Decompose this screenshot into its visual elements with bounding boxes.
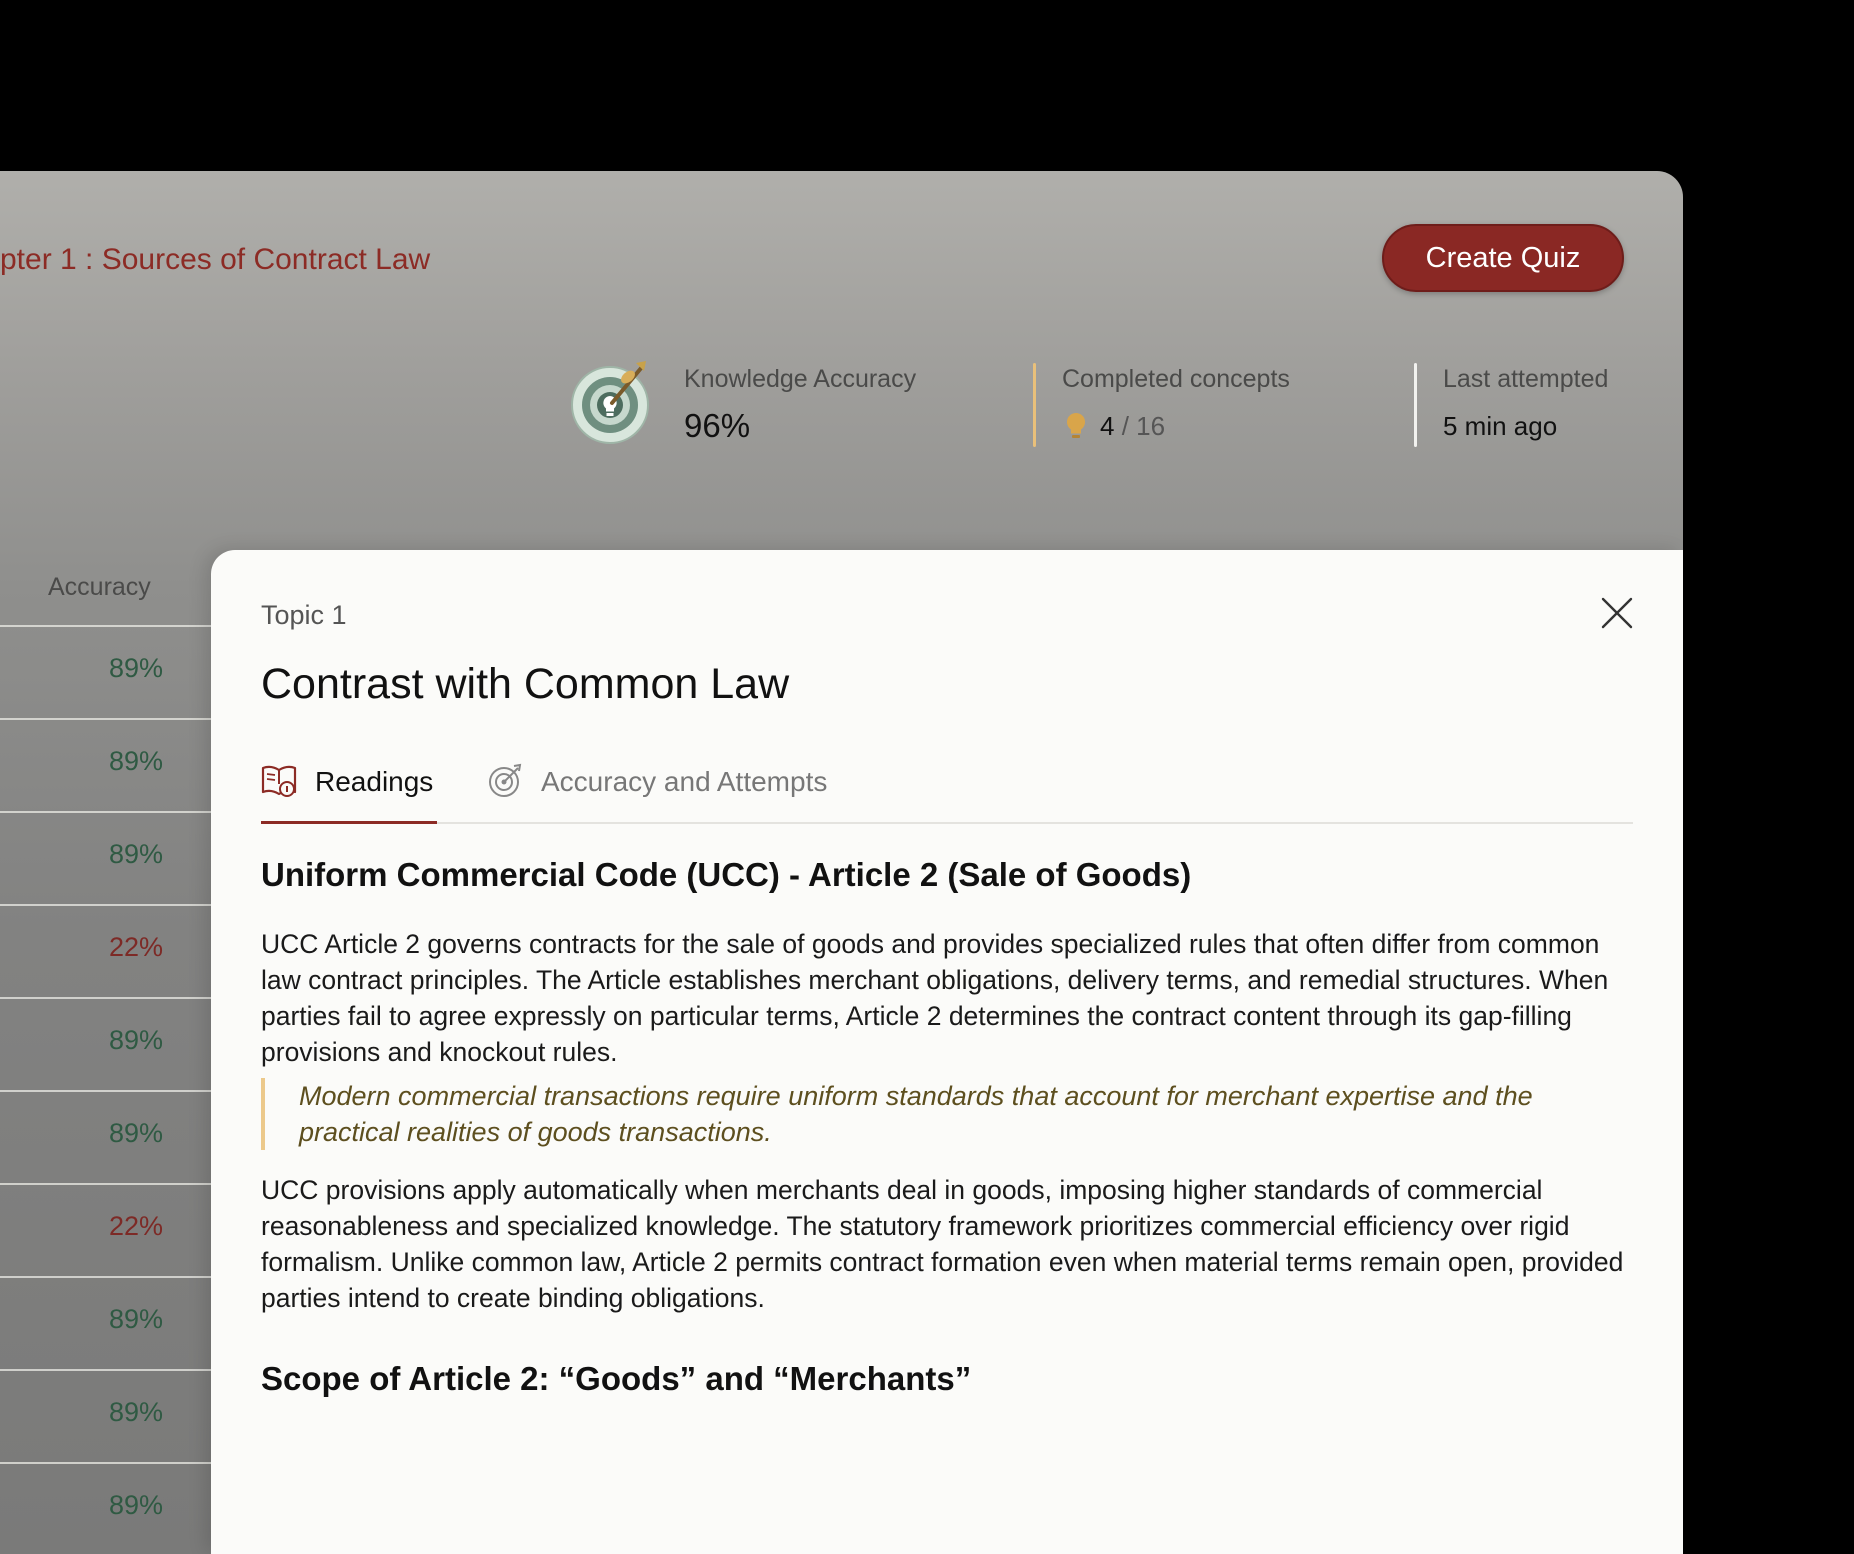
- accuracy-value: 89%: [108, 1490, 163, 1520]
- accuracy-value: 89%: [108, 1304, 163, 1334]
- table-row[interactable]: [0, 997, 211, 1090]
- completed-count: 4: [1100, 411, 1115, 441]
- tab-accuracy-attempts[interactable]: [487, 762, 827, 822]
- accuracy-value: 89%: [108, 839, 163, 869]
- last-attempted-label: Last attempted: [1443, 365, 1609, 393]
- breadcrumb[interactable]: pter 1 : Sources of Contract Law: [0, 243, 431, 276]
- table-row[interactable]: [0, 1183, 211, 1276]
- table-row[interactable]: [0, 625, 211, 718]
- table-row[interactable]: [0, 1090, 211, 1183]
- last-attempted-value: 5 min ago: [1443, 411, 1558, 441]
- accuracy-value: 22%: [108, 932, 163, 962]
- reading-paragraph: UCC Article 2 governs contracts for the sale of goods and provides specialized rules that often differ from common law contract principles. The Article establishes merchant obligations, delivery terms, and remedial structures. When parties fail to agree expressly on particular terms, Article 2 determines the contract content through its gap-filling provisions and knockout rules.: [261, 929, 1609, 1067]
- knowledge-accuracy-label: Knowledge Accuracy: [684, 365, 917, 393]
- tab-readings[interactable]: [261, 762, 433, 822]
- completed-total: / 16: [1121, 411, 1166, 441]
- table-row[interactable]: [0, 1369, 211, 1462]
- table-row[interactable]: [0, 811, 211, 904]
- table-row[interactable]: [0, 1462, 211, 1554]
- book-icon: [261, 762, 297, 800]
- section-heading: Uniform Commercial Code (UCC) - Article 2 (Sale of Goods): [261, 856, 1192, 893]
- bulb-icon: [1066, 412, 1086, 440]
- reading-quote: Modern commercial transactions require uniform standards that account for merchant expertise and the practical realities of goods transactions.: [261, 1078, 1633, 1150]
- accuracy-column-header: Accuracy: [48, 573, 151, 601]
- accuracy-value: 89%: [108, 1025, 163, 1055]
- accuracy-value: 89%: [108, 746, 163, 776]
- tab-bar: [261, 762, 1633, 824]
- knowledge-accuracy-value: 96%: [684, 407, 751, 444]
- stat-divider: [1414, 363, 1417, 447]
- accuracy-value: 89%: [108, 653, 163, 683]
- topic-label: Topic 1: [261, 600, 347, 630]
- target-bulb-icon: [566, 357, 656, 447]
- accuracy-value: 89%: [108, 1118, 163, 1148]
- section-heading: Scope of Article 2: “Goods” and “Merchants”: [261, 1360, 972, 1397]
- create-quiz-button[interactable]: Create Quiz: [1382, 224, 1624, 292]
- stats-bar: [0, 351, 1683, 451]
- target-icon: [487, 762, 523, 800]
- table-row[interactable]: [0, 904, 211, 997]
- table-row[interactable]: [0, 1276, 211, 1369]
- close-icon[interactable]: [1600, 596, 1634, 630]
- active-tab-indicator: [261, 821, 437, 824]
- reading-paragraph: UCC provisions apply automatically when merchants deal in goods, imposing higher standards of commercial reasonableness and specialized knowledge. The statutory framework prioritizes commercial efficiency over rigid formalism. Unlike common law, Article 2 permits contract formation even when material terms remain open, provided parties intend to create binding obligations.: [261, 1175, 1624, 1313]
- tab-readings-label: Readings: [315, 766, 434, 797]
- topic-detail-panel: [211, 550, 1683, 1554]
- topic-title: Contrast with Common Law: [261, 660, 790, 708]
- stat-divider: [1033, 363, 1036, 447]
- accuracy-column: [0, 625, 211, 1554]
- completed-concepts-value: [1100, 411, 1165, 442]
- completed-concepts-label: Completed concepts: [1062, 365, 1290, 393]
- accuracy-value: 22%: [108, 1211, 163, 1241]
- table-row[interactable]: [0, 718, 211, 811]
- tab-accuracy-attempts-label: Accuracy and Attempts: [541, 766, 828, 797]
- app-window: [0, 171, 1683, 1554]
- accuracy-value: 89%: [108, 1397, 163, 1427]
